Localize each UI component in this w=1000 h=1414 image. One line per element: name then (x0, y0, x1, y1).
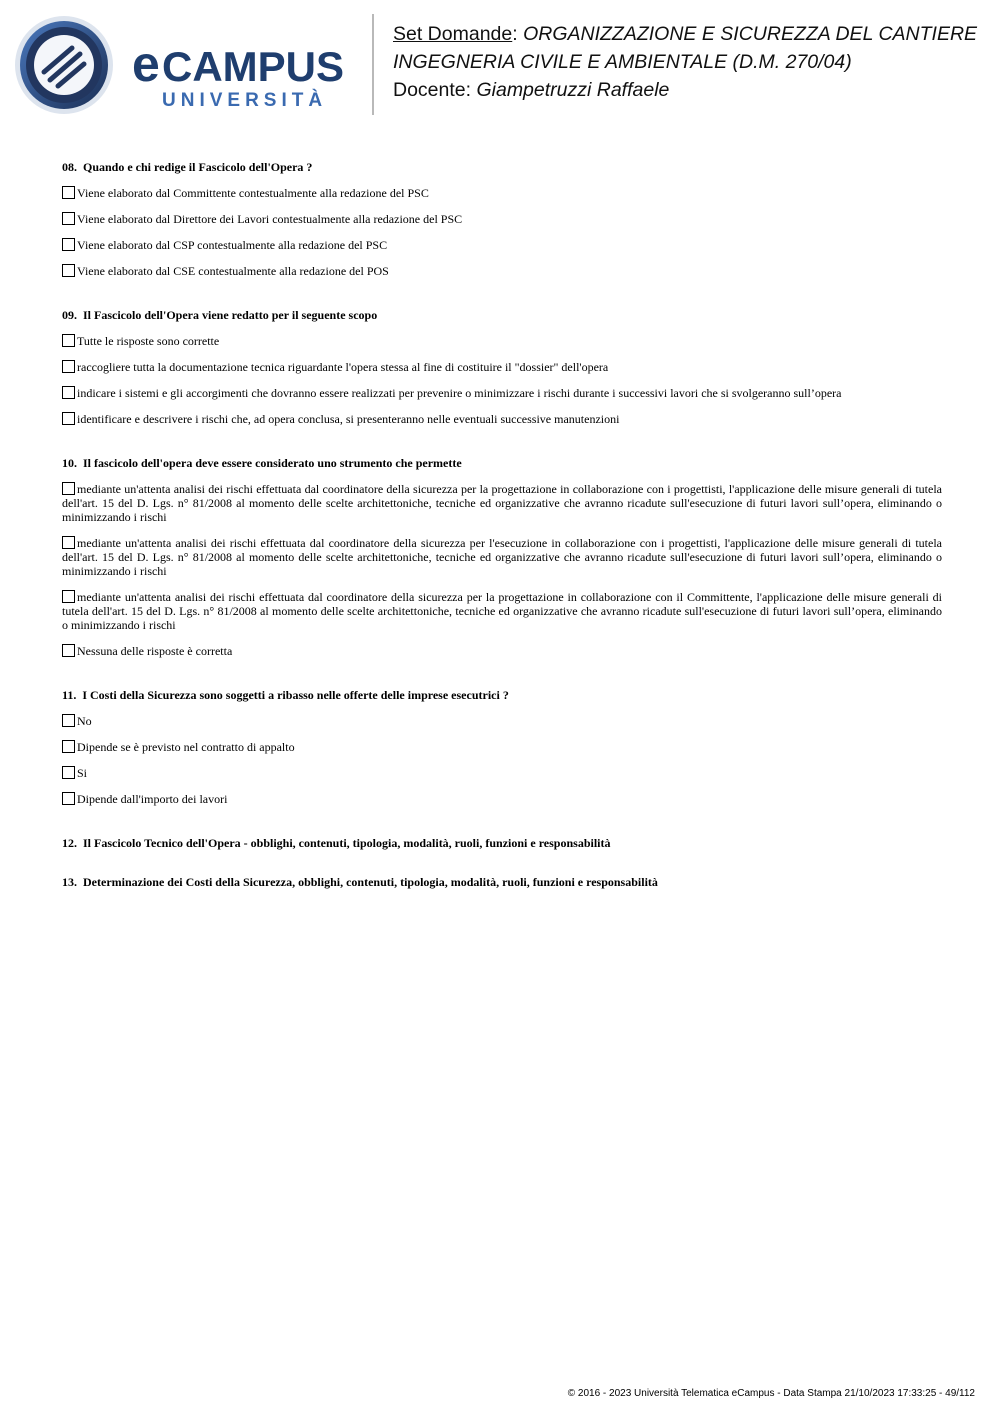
question-text: Il Fascicolo Tecnico dell'Opera - obblighi, contenuti, tipologia, modalità, ruoli, funzioni e responsabilità (83, 836, 611, 850)
answer-checkbox[interactable] (62, 482, 75, 495)
answer-text: raccogliere tutta la documentazione tecnica riguardante l'opera stessa al fine di costituire il "dossier" dell'opera (77, 360, 609, 374)
question-10 (62, 456, 942, 658)
answer-option (62, 386, 942, 400)
answer-checkbox[interactable] (62, 238, 75, 251)
answer-option (62, 334, 942, 348)
answer-option (62, 536, 942, 578)
answer-checkbox[interactable] (62, 264, 75, 277)
page-footer: © 2016 - 2023 Università Telematica eCampus - Data Stampa 21/10/2023 17:33:25 - 49/112 (567, 1388, 975, 1399)
logo-brand-e: e (132, 36, 160, 92)
question-08 (62, 160, 942, 278)
answer-option (62, 766, 942, 780)
course-degree: INGEGNERIA CIVILE E AMBIENTALE (D.M. 270/04) (393, 51, 852, 73)
question-title (62, 836, 942, 851)
question-number: 10. (62, 456, 77, 470)
question-09 (62, 308, 942, 426)
answer-checkbox[interactable] (62, 644, 75, 657)
answer-option (62, 714, 942, 728)
answer-checkbox[interactable] (62, 186, 75, 199)
answer-option (62, 360, 942, 374)
question-number: 08. (62, 160, 77, 174)
answer-text: mediante un'attenta analisi dei rischi effettuata dal coordinatore della sicurezza per la progettazione in collaborazione con i progettisti, l'applicazione delle misure generali di tutela dell'art. 15 del D. Lgs. n° 81/2008 al momento delle scelte architettoniche, tecniche ed organizzative che avranno ricadute sull'esecuzione di futuri lavori sull’opera, eliminando o minimizzando i rischi (62, 482, 942, 524)
answer-text: mediante un'attenta analisi dei rischi effettuata dal coordinatore della sicurezza per la progettazione in collaborazione con il Committente, l'applicazione delle misure generali di tutela dell'art. 15 del D. Lgs. n° 81/2008 al momento delle scelte architettoniche, tecniche ed organizzative che avranno ricadute sull'esecuzione di futuri lavori sull’opera, eliminando o minimizzando i rischi (62, 590, 942, 632)
answer-text: mediante un'attenta analisi dei rischi effettuata dal coordinatore della sicurezza per l'esecuzione in collaborazione con i progettisti, l'applicazione delle misure generali di tutela dell'art. 15 del D. Lgs. n° 81/2008 al momento delle scelte architettoniche, tecniche ed organizzative che avranno ricadute sull'esecuzione di futuri lavori sull’opera, eliminando o minimizzando i rischi (62, 536, 942, 578)
header-divider (372, 14, 374, 115)
question-11 (62, 688, 942, 806)
question-title (62, 875, 942, 890)
answer-checkbox[interactable] (62, 766, 75, 779)
question-number: 09. (62, 308, 77, 322)
question-number: 11. (62, 688, 77, 702)
teacher-name: Giampetruzzi Raffaele (476, 79, 670, 101)
answer-text: Nessuna delle risposte è corretta (77, 644, 233, 658)
header-info (393, 20, 993, 104)
answer-text: Viene elaborato dal Committente contestualmente alla redazione del PSC (77, 186, 429, 200)
answer-text: Viene elaborato dal Direttore dei Lavori contestualmente alla redazione del PSC (77, 212, 463, 226)
answer-option (62, 186, 942, 200)
question-12 (62, 836, 942, 851)
answer-checkbox[interactable] (62, 334, 75, 347)
answer-option (62, 482, 942, 524)
question-number: 13. (62, 875, 77, 889)
answer-checkbox[interactable] (62, 714, 75, 727)
set-label: Set Domande (393, 23, 513, 45)
question-title (62, 688, 942, 703)
answer-checkbox[interactable] (62, 792, 75, 805)
answer-checkbox[interactable] (62, 740, 75, 753)
header-line-1 (393, 20, 993, 48)
question-text: Quando e chi redige il Fascicolo dell'Opera ? (83, 160, 313, 174)
teacher-label: Docente: (393, 79, 477, 101)
ecampus-logo (14, 14, 364, 116)
answer-option (62, 740, 942, 754)
answer-text: indicare i sistemi e gli accorgimenti che dovranno essere realizzati per prevenire o minimizzare i rischi durante i successivi lavori che si svolgeranno sull’opera (77, 386, 842, 400)
questions-list (62, 160, 942, 901)
answer-text: Dipende se è previsto nel contratto di appalto (77, 740, 295, 754)
answer-checkbox[interactable] (62, 412, 75, 425)
question-text: Il fascicolo dell'opera deve essere considerato uno strumento che permette (83, 456, 462, 470)
question-title (62, 456, 942, 471)
answer-checkbox[interactable] (62, 590, 75, 603)
question-number: 12. (62, 836, 77, 850)
question-title (62, 308, 942, 323)
header-line-2 (393, 48, 993, 76)
question-text: Il Fascicolo dell'Opera viene redatto per il seguente scopo (83, 308, 378, 322)
answer-option (62, 412, 942, 426)
answer-text: Tutte le risposte sono corrette (77, 334, 220, 348)
answer-checkbox[interactable] (62, 536, 75, 549)
answer-option (62, 590, 942, 632)
answer-checkbox[interactable] (62, 386, 75, 399)
answer-text: Viene elaborato dal CSP contestualmente alla redazione del PSC (77, 238, 388, 252)
answer-text: Dipende dall'importo dei lavori (77, 792, 228, 806)
answer-option (62, 238, 942, 252)
question-text: Determinazione dei Costi della Sicurezza, obblighi, contenuti, tipologia, modalità, ruoli, funzioni e responsabilità (83, 875, 658, 889)
question-title (62, 160, 942, 175)
answer-text: Si (77, 766, 88, 780)
logo-brand-sub: UNIVERSITÀ (162, 90, 328, 111)
answer-option (62, 644, 942, 658)
answer-text: identificare e descrivere i rischi che, ad opera conclusa, si presenteranno nelle eventuali successive manutenzioni (77, 412, 620, 426)
answer-text: No (77, 714, 92, 728)
question-13 (62, 875, 942, 890)
course-title: ORGANIZZAZIONE E SICUREZZA DEL CANTIERE (523, 23, 978, 45)
question-text: I Costi della Sicurezza sono soggetti a ribasso nelle offerte delle imprese esecutrici ? (82, 688, 509, 702)
answer-option (62, 792, 942, 806)
set-sep: : (512, 23, 524, 45)
answer-text: Viene elaborato dal CSE contestualmente alla redazione del POS (77, 264, 389, 278)
logo-brand: CAMPUS (162, 43, 345, 90)
answer-option (62, 264, 942, 278)
page-header (0, 0, 1000, 125)
answer-checkbox[interactable] (62, 212, 75, 225)
header-line-3 (393, 76, 993, 104)
answer-checkbox[interactable] (62, 360, 75, 373)
answer-option (62, 212, 942, 226)
